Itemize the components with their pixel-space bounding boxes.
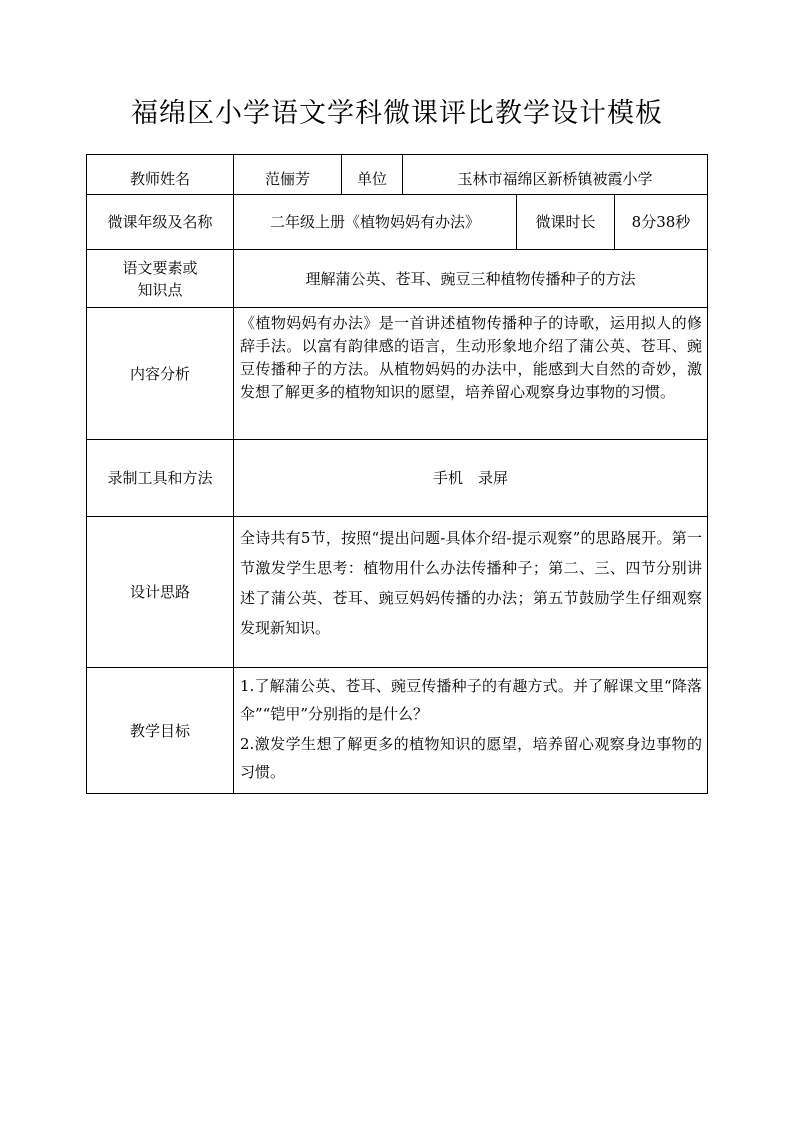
content-analysis-label: 内容分析 bbox=[129, 364, 190, 383]
recording-tools-label: 录制工具和方法 bbox=[107, 469, 213, 487]
design-idea-text: 全诗共有5节，按照“提出问题-具体介绍-提示观察”的思路展开。第一节激发学生思考：植物用什么办法传播种子；第二、三、四节分别讲述了蒲公英、苍耳、豌豆妈妈传播的办法；第五节鼓励学生仔细观察发现新知识。 bbox=[240, 529, 702, 637]
course-name-label: 微课年级及名称 bbox=[107, 213, 213, 231]
knowledge-point-value: 理解蒲公英、苍耳、豌豆三种植物传播种子的方法 bbox=[305, 269, 636, 288]
teaching-goal-2: 2.激发学生想了解更多的植物知识的愿望，培养留心观察身边事物的习惯。 bbox=[240, 735, 702, 781]
unit-label: 单位 bbox=[356, 169, 387, 188]
teacher-name-value: 范俪芳 bbox=[264, 169, 310, 188]
recording-tools-value: 手机 录屏 bbox=[432, 469, 508, 487]
unit-value: 玉林市福绵区新桥镇被霞小学 bbox=[457, 169, 653, 188]
design-idea-label: 设计思路 bbox=[129, 583, 190, 601]
design-form-table bbox=[86, 154, 708, 794]
knowledge-point-label: 语文要素或知识点 bbox=[122, 258, 198, 299]
duration-label: 微课时长 bbox=[535, 213, 596, 231]
teacher-name-label: 教师姓名 bbox=[129, 169, 190, 188]
duration-value: 8分38秒 bbox=[631, 213, 691, 231]
course-name-value: 二年级上册《植物妈妈有办法》 bbox=[269, 213, 480, 231]
teaching-goal-1: 1.了解蒲公英、苍耳、豌豆传播种子的有趣方式。并了解课文里“降落伞”“铠甲”分别指的是什么？ bbox=[240, 677, 702, 723]
table-border bbox=[707, 154, 708, 794]
page-title: 福绵区小学语文学科微课评比教学设计模板 bbox=[131, 98, 663, 129]
table-border bbox=[86, 793, 708, 794]
content-analysis-text: 《植物妈妈有办法》是一首讲述植物传播种子的诗歌，运用拟人的修辞手法。以富有韵律感的语言，生动形象地介绍了蒲公英、苍耳、豌豆传播种子的方法。从植物妈妈的办法中，能感到大自然的奇妙，激发想了解更多的植物知识的愿望，培养留心观察身边事物的习惯。 bbox=[240, 314, 702, 401]
teaching-goals-label: 教学目标 bbox=[129, 721, 190, 740]
